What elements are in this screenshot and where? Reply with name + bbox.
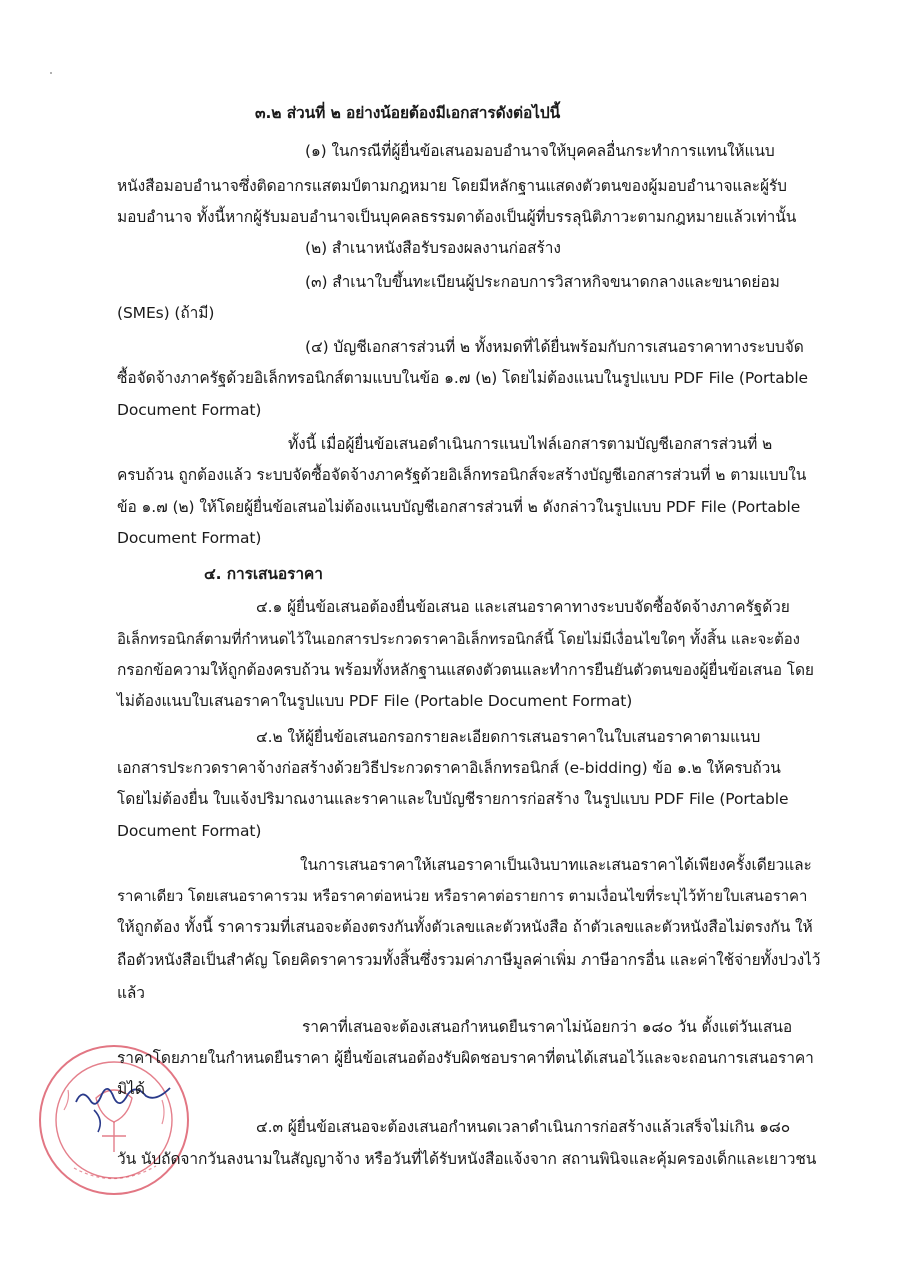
item-3-line-1: (๓) สำเนาใบขึ้นทะเบียนผู้ประกอบการวิสาหกิจขนาดกลางและขนาดย่อม <box>305 273 780 291</box>
p41-line-4: ไม่ต้องแนบใบเสนอราคาในรูปแบบ PDF File (Portable Document Format) <box>117 692 633 710</box>
item-4-line-1: (๔) บัญชีเอกสารส่วนที่ ๒ ทั้งหมดที่ได้ยื่นพร้อมกับการเสนอราคาทางระบบจัด <box>305 338 804 356</box>
validity-line-1: ราคาที่เสนอจะต้องเสนอกำหนดยืนราคาไม่น้อยกว่า ๑๘๐ วัน ตั้งแต่วันเสนอ <box>302 1018 793 1036</box>
p42-line-2: เอกสารประกวดราคาจ้างก่อสร้างด้วยวิธีประกวดราคาอิเล็กทรอนิกส์ (e-bidding) ข้อ ๑.๒ ให้ครบถ้วน <box>117 759 781 777</box>
validity-line-3: มิได้ <box>117 1080 145 1098</box>
p41-line-3: กรอกข้อความให้ถูกต้องครบถ้วน พร้อมทั้งหลักฐานแสดงตัวตนและทำการยืนยันตัวตนของผู้ยื่นข้อเสนอ โดย <box>117 661 814 679</box>
item-2: (๒) สำเนาหนังสือรับรองผลงานก่อสร้าง <box>305 239 561 257</box>
section-3-2-heading: ๓.๒ ส่วนที่ ๒ อย่างน้อยต้องมีเอกสารดังต่อไปนี้ <box>255 104 561 122</box>
validity-line-2: ราคาโดยภายในกำหนดยืนราคา ผู้ยื่นข้อเสนอต้องรับผิดชอบราคาที่ตนได้เสนอไว้และจะถอนการเสนอราคา <box>117 1049 814 1067</box>
item-1-line-1: (๑) ในกรณีที่ผู้ยื่นข้อเสนอมอบอำนาจให้บุคคลอื่นกระทำการแทนให้แนบ <box>305 142 775 160</box>
item-3-line-2: (SMEs) (ถ้ามี) <box>117 304 215 322</box>
item-4-line-3: Document Format) <box>117 401 262 419</box>
price-line-2: ราคาเดียว โดยเสนอราคารวม หรือราคาต่อหน่วย หรือราคาต่อรายการ ตามเงื่อนไขที่ระบุไว้ท้ายใบเสนอราคา <box>117 887 808 905</box>
price-line-4: ถือตัวหนังสือเป็นสำคัญ โดยคิดราคารวมทั้งสิ้นซึ่งรวมค่าภาษีมูลค่าเพิ่ม ภาษีอากรอื่น และค่าใช้จ่ายทั้งปวงไว้ <box>117 951 821 969</box>
note-line-4: Document Format) <box>117 529 262 547</box>
item-4-line-2: ซื้อจัดจ้างภาครัฐด้วยอิเล็กทรอนิกส์ตามแบบในข้อ ๑.๗ (๒) โดยไม่ต้องแนบในรูปแบบ PDF File (Portable <box>117 369 808 387</box>
note-line-1: ทั้งนี้ เมื่อผู้ยื่นข้อเสนอดำเนินการแนบไฟล์เอกสารตามบัญชีเอกสารส่วนที่ ๒ <box>288 435 773 453</box>
p41-line-2: อิเล็กทรอนิกส์ตามที่กำหนดไว้ในเอกสารประกวดราคาอิเล็กทรอนิกส์นี้ โดยไม่มีเงื่อนไขใดๆ ทั้งสิ้น และจะต้อง <box>117 630 800 648</box>
note-line-3: ข้อ ๑.๗ (๒) ให้โดยผู้ยื่นข้อเสนอไม่ต้องแนบบัญชีเอกสารส่วนที่ ๒ ดังกล่าวในรูปแบบ PDF File (Portable <box>117 498 801 516</box>
price-line-3: ให้ถูกต้อง ทั้งนี้ ราคารวมที่เสนอจะต้องตรงกันทั้งตัวเลขและตัวหนังสือ ถ้าตัวเลขและตัวหนังสือไม่ตรงกัน ให้ <box>117 918 813 936</box>
p42-line-4: Document Format) <box>117 822 262 840</box>
item-1-line-2: หนังสือมอบอำนาจซึ่งติดอากรแสตมป์ตามกฎหมาย โดยมีหลักฐานแสดงตัวตนของผู้มอบอำนาจและผู้รับ <box>117 177 787 195</box>
note-line-2: ครบถ้วน ถูกต้องแล้ว ระบบจัดซื้อจัดจ้างภาครัฐด้วยอิเล็กทรอนิกส์จะสร้างบัญชีเอกสารส่วนที่ ๒ ตามแบบใน <box>117 466 807 484</box>
p43-line-1: ๔.๓ ผู้ยื่นข้อเสนอจะต้องเสนอกำหนดเวลาดำเนินการก่อสร้างแล้วเสร็จไม่เกิน ๑๘๐ <box>256 1118 791 1136</box>
price-line-1: ในการเสนอราคาให้เสนอราคาเป็นเงินบาทและเสนอราคาได้เพียงครั้งเดียวและ <box>300 856 812 874</box>
price-line-5: แล้ว <box>117 984 145 1002</box>
scan-speck <box>50 72 52 74</box>
p41-line-1: ๔.๑ ผู้ยื่นข้อเสนอต้องยื่นข้อเสนอ และเสนอราคาทางระบบจัดซื้อจัดจ้างภาครัฐด้วย <box>256 598 790 616</box>
p42-line-3: โดยไม่ต้องยื่น ใบแจ้งปริมาณงานและราคาและใบบัญชีรายการก่อสร้าง ในรูปแบบ PDF File (Portable <box>117 790 789 808</box>
section-4-heading: ๔. การเสนอราคา <box>204 565 323 583</box>
p43-line-2: วัน นับถัดจากวันลงนามในสัญญาจ้าง หรือวันที่ได้รับหนังสือแจ้งจาก สถานพินิจและคุ้มครองเด็กและเยาวชน <box>117 1150 817 1168</box>
item-1-line-3: มอบอำนาจ ทั้งนี้หากผู้รับมอบอำนาจเป็นบุคคลธรรมดาต้องเป็นผู้ที่บรรลุนิติภาวะตามกฎหมายแล้วเท่านั้น <box>117 208 797 226</box>
p42-line-1: ๔.๒ ให้ผู้ยื่นข้อเสนอกรอกรายละเอียดการเสนอราคาในใบเสนอราคาตามแนบ <box>256 728 761 746</box>
